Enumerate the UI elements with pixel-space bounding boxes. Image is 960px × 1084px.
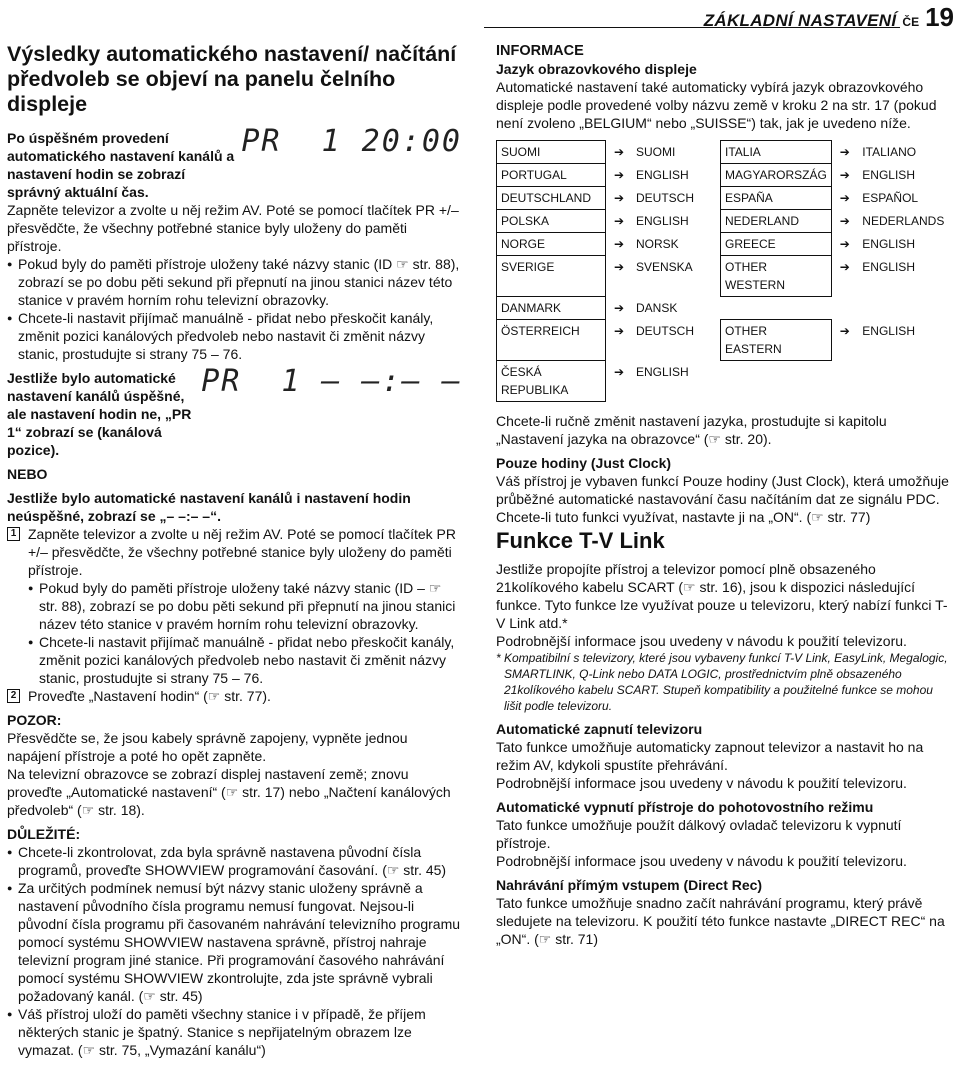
arrow-icon: ➔ bbox=[839, 323, 850, 338]
direct-rec-heading: Nahrávání přímým vstupem (Direct Rec) bbox=[496, 877, 763, 893]
tv-link-heading: Funkce T-V Link bbox=[496, 528, 665, 553]
language-table-row bbox=[497, 210, 949, 233]
caution-heading: POZOR: bbox=[7, 712, 62, 728]
lcd-display-time: PR 1 20:00 bbox=[241, 124, 462, 159]
language-cell: ENGLISH bbox=[862, 167, 915, 182]
step-2-text: Proveďte „Nastavení hodin“ (☞ str. 77). bbox=[28, 688, 271, 704]
tv-link-text-1: Jestliže propojíte přístroj a televizor pomocí plně obsazeného 21kolíkového kabelu SCART (☞ str. 16), jsou k dispozici následující funkce. Tyto funkce lze využívat pouze u televizoru, který nabízí funkci T-V Link atd.* bbox=[496, 561, 948, 631]
language-cell: ENGLISH bbox=[636, 213, 689, 228]
auto-off-heading: Automatické vypnutí přístroje do pohotovostního režimu bbox=[496, 799, 874, 815]
header-rule bbox=[484, 27, 900, 28]
paragraph-check-stations: Zapněte televizor a zvolte u něj režim AV. Poté se pomocí tlačítek PR +/– přesvědčte, že všechny potřebné stanice byly uloženy do paměti přístroje. bbox=[7, 202, 459, 254]
lcd-display-noclock: PR 1 – –:– – bbox=[201, 364, 462, 399]
country-cell bbox=[721, 297, 832, 320]
partial-text: Jestliže bylo automatické nastavení kanálů úspěšné, ale nastavení hodin ne, „PR 1“ zobrazí se (kanálová pozice). bbox=[7, 370, 192, 458]
partial-block bbox=[7, 364, 462, 459]
language-table-row bbox=[497, 233, 949, 256]
language-cell: DEUTSCH bbox=[636, 190, 695, 205]
important-bullet-3: ● Váš přístroj uloží do paměti všechny stanice i v případě, že příjem některých stanic je špatný. Stanice s nepřijatelným obrazem lze vymazat. (☞ str. 75, „Vymazání kanálu“) bbox=[7, 1005, 462, 1059]
arrow-icon: ➔ bbox=[613, 144, 625, 159]
auto-off-text-1: Tato funkce umožňuje použít dálkový ovladač televizoru k vypnutí přístroje. bbox=[496, 817, 902, 851]
main-heading: Výsledky automatického nastavení/ načítání předvoleb se objeví na panelu čelního displeje bbox=[7, 42, 457, 116]
language-cell: NORSK bbox=[636, 236, 679, 251]
language-cell: NEDERLANDS bbox=[862, 213, 945, 228]
info-text: Automatické nastavení také automaticky vybírá jazyk obrazovkového displeje podle provedené volby názvu země v kroku 2 na str. 17 (pokud není zvoleno „BELGIUM“ nebo „SUISSE“) tak, jak je uvedeno níže. bbox=[496, 79, 937, 131]
country-cell: DANMARK bbox=[497, 297, 606, 320]
caution-text-2: Na televizní obrazovce se zobrazí displej nastavení země; znovu proveďte „Automatické nastavení“ (☞ str. 17) nebo „Načtení kanálových předvoleb“ (☞ str. 18). bbox=[7, 766, 451, 818]
step-1 bbox=[7, 525, 462, 687]
arrow-icon: ➔ bbox=[839, 236, 850, 251]
language-cell: ENGLISH bbox=[636, 167, 689, 182]
country-cell: NEDERLAND bbox=[721, 210, 832, 233]
country-cell: NORGE bbox=[497, 233, 606, 256]
country-cell: ČESKÁ REPUBLIKA bbox=[497, 361, 606, 402]
step-2 bbox=[7, 687, 462, 705]
language-cell bbox=[858, 361, 948, 402]
auto-off-text-2: Podrobnější informace jsou uvedeny v návodu k použití televizoru. bbox=[496, 853, 907, 869]
arrow-icon: ➔ bbox=[839, 190, 850, 205]
step-1-bullet-2: ● Chcete-li nastavit přijímač manuálně - přidat nebo přeskočit kanály, změnit pozici kanálových předvoleb nebo nastavit či změnit názvy stanic, prostudujte si strany 75 – 76. bbox=[28, 633, 462, 687]
country-cell: GREECE bbox=[721, 233, 832, 256]
left-column bbox=[7, 34, 462, 1059]
page-header bbox=[704, 2, 954, 36]
language-cell: ENGLISH bbox=[862, 259, 915, 274]
language-cell: ENGLISH bbox=[862, 236, 915, 251]
arrow-icon: ➔ bbox=[613, 323, 625, 338]
country-cell: SUOMI bbox=[497, 141, 606, 164]
arrow-icon bbox=[831, 361, 858, 402]
language-cell: DEUTSCH bbox=[636, 323, 695, 338]
right-column bbox=[496, 34, 951, 948]
country-cell: OTHER EASTERN bbox=[721, 320, 832, 361]
country-cell: ÖSTERREICH bbox=[497, 320, 606, 361]
country-cell: PORTUGAL bbox=[497, 164, 606, 187]
tv-link-text-2: Podrobnější informace jsou uvedeny v návodu k použití televizoru. bbox=[496, 633, 907, 649]
arrow-icon: ➔ bbox=[613, 213, 625, 228]
arrow-icon: ➔ bbox=[613, 167, 625, 182]
step-2-number: 2 bbox=[7, 689, 20, 703]
success-block bbox=[7, 124, 462, 201]
tv-link-footnote: * Kompatibilní s televizory, které jsou vybaveny funkcí T-V Link, EasyLink, Megalogic, SMARTLINK, Q-Link nebo DATA LOGIC, prostřednictvím plně obsazeného 21kolíkového kabelu SCART. Stupeň kompatibility a použitelné funkce se mohou lišit podle televizoru. bbox=[496, 650, 951, 714]
arrow-icon: ➔ bbox=[839, 144, 850, 159]
or-label: NEBO bbox=[7, 466, 48, 482]
arrow-icon: ➔ bbox=[613, 190, 625, 205]
step-1-text: Zapněte televizor a zvolte u něj režim AV. Poté se pomocí tlačítek PR +/– přesvědčte, že všechny potřebné stanice byly uloženy do paměti přístroje. bbox=[28, 526, 456, 578]
arrow-icon: ➔ bbox=[613, 259, 625, 274]
country-cell: ITALIA bbox=[721, 141, 832, 164]
arrow-icon: ➔ bbox=[613, 236, 625, 251]
country-cell: ESPAÑA bbox=[721, 187, 832, 210]
arrow-icon: ➔ bbox=[839, 259, 850, 274]
arrow-icon: ➔ bbox=[613, 300, 625, 315]
page-number: 19 bbox=[925, 2, 954, 32]
language-table-row bbox=[497, 187, 949, 210]
country-cell: SVERIGE bbox=[497, 256, 606, 297]
auto-on-text-1: Tato funkce umožňuje automaticky zapnout televizor a nastavit ho na režim AV, kdykoli spustíte přehrávání. bbox=[496, 739, 924, 773]
language-cell: ITALIANO bbox=[862, 144, 917, 159]
bullet-station-names: ● Pokud byly do paměti přístroje uloženy také názvy stanic (ID ☞ str. 88), zobrazí se po dobu pěti sekund při přepnutí na jinou stanici název této stanice v pravém horním rohu televizní obrazovky. bbox=[7, 255, 462, 309]
fail-text: Jestliže bylo automatické nastavení kanálů i nastavení hodin neúspěšné, zobrazí se „– –:– –“. bbox=[7, 490, 411, 524]
country-cell bbox=[721, 361, 832, 402]
section-title: ZÁKLADNÍ NASTAVENÍ bbox=[703, 11, 897, 30]
language-table-row bbox=[497, 164, 949, 187]
important-heading: DŮLEŽITÉ: bbox=[7, 826, 81, 842]
language-cell: SVENSKA bbox=[636, 259, 693, 274]
success-text: Po úspěšném provedení automatického nastavení kanálů a nastavení hodin se zobrazí správný aktuální čas. bbox=[7, 130, 235, 200]
language-change-text: Chcete-li ručně změnit nastavení jazyka, prostudujte si kapitolu „Nastavení jazyka na obrazovce“ (☞ str. 20). bbox=[496, 413, 887, 447]
step-1-number: 1 bbox=[7, 527, 20, 541]
language-cell bbox=[858, 297, 948, 320]
info-subheading: Jazyk obrazovkového displeje bbox=[496, 61, 697, 77]
auto-on-heading: Automatické zapnutí televizoru bbox=[496, 721, 703, 737]
language-table-row bbox=[497, 297, 949, 320]
important-bullet-2: ● Za určitých podmínek nemusí být názvy stanic uloženy správně a nastavení původního čísla programu nemusí fungovat. Nejsou-li původní čísla programu při časovaném nahrávání televizního programu pomocí systému SHOWVIEW nastavena správně, přístroj nahraje televizní program jiné stanice. Při programování časového nahrávání pomocí systému SHOWVIEW zkontrolujte, zda jste správně vybrali požadovaný kanál. (☞ str. 45) bbox=[7, 879, 462, 1005]
auto-on-text-2: Podrobnější informace jsou uvedeny v návodu k použití televizoru. bbox=[496, 775, 907, 791]
arrow-icon: ➔ bbox=[613, 364, 625, 379]
step-1-bullet-1: ● Pokud byly do paměti přístroje uloženy také názvy stanic (ID – ☞ str. 88), zobrazí se po dobu pěti sekund při přepnutí na jinou stanici název této stanice v pravém horním rohu televizní obrazovky. bbox=[28, 579, 462, 633]
language-table bbox=[496, 140, 949, 402]
language-cell: DANSK bbox=[636, 300, 678, 315]
language-table-row bbox=[497, 256, 949, 297]
arrow-icon bbox=[831, 297, 858, 320]
language-code: ČE bbox=[902, 15, 920, 29]
language-cell: ENGLISH bbox=[862, 323, 915, 338]
info-heading: INFORMACE bbox=[496, 43, 584, 59]
country-cell: POLSKA bbox=[497, 210, 606, 233]
country-cell: MAGYARORSZÁG bbox=[721, 164, 832, 187]
country-cell: DEUTSCHLAND bbox=[497, 187, 606, 210]
arrow-icon: ➔ bbox=[839, 213, 850, 228]
language-table-row bbox=[497, 320, 949, 361]
language-table-row bbox=[497, 141, 949, 164]
direct-rec-text: Tato funkce umožňuje snadno začít nahrávání programu, který právě sledujete na televizoru. K použití této funkce nastavte „DIRECT REC“ na „ON“. (☞ str. 71) bbox=[496, 895, 945, 947]
language-cell: ENGLISH bbox=[636, 364, 689, 379]
language-cell: SUOMI bbox=[636, 144, 676, 159]
language-table-row bbox=[497, 361, 949, 402]
just-clock-text: Váš přístroj je vybaven funkcí Pouze hodiny (Just Clock), která umožňuje průběžné automatické nastavování času načítáním dat ze signálu PDC. Chcete-li tuto funkci využívat, nastavte ji na „ON“. (☞ str. 77) bbox=[496, 473, 949, 525]
bullet-manual-setup: ● Chcete-li nastavit přijímač manuálně - přidat nebo přeskočit kanály, změnit pozici kanálových předvoleb nebo nastavit či změnit názvy stanic, prostudujte si strany 75 – 76. bbox=[7, 309, 462, 363]
country-cell: OTHER WESTERN bbox=[721, 256, 832, 297]
important-bullet-1: ● Chcete-li zkontrolovat, zda byla správně nastavena původní čísla programů, proveďte SHOWVIEW programování časování. (☞ str. 45) bbox=[7, 843, 462, 879]
language-cell: ESPAÑOL bbox=[862, 190, 919, 205]
caution-text-1: Přesvědčte se, že jsou kabely správně zapojeny, vypněte jednou napájení přístroje a poté ho opět zapněte. bbox=[7, 730, 408, 764]
arrow-icon: ➔ bbox=[839, 167, 850, 182]
just-clock-heading: Pouze hodiny (Just Clock) bbox=[496, 455, 672, 471]
